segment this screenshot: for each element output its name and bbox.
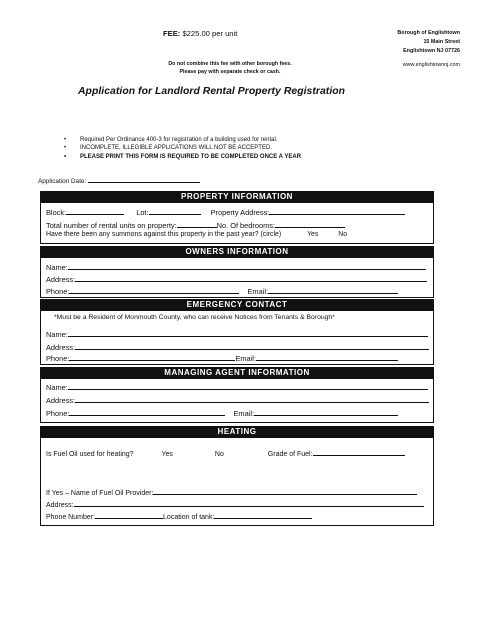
owners-section-header: OWNERS INFORMATION — [40, 246, 434, 257]
fee-value: $225.00 per unit — [182, 29, 238, 38]
heating-phone-field[interactable] — [95, 510, 163, 519]
emergency-note: *Must be a Resident of Monmouth County, who can receive Notices from Tenants & Borough* — [54, 314, 335, 321]
property-row-1 — [46, 206, 405, 217]
fuel-grade-label: Grade of Fuel: — [267, 451, 313, 458]
block-field[interactable] — [66, 206, 124, 215]
block-label: Block: — [46, 208, 67, 217]
heating-section-header: HEATING — [40, 426, 434, 437]
heating-phone-row — [46, 510, 312, 521]
owners-address-row — [46, 273, 427, 284]
requirement-item: • PLEASE PRINT THIS FORM IS REQUIRED TO BE COMPLETED ONCE A YEAR — [64, 153, 301, 161]
form-title: Application for Landlord Rental Property Registration — [78, 86, 346, 97]
fee-line — [163, 29, 237, 38]
agent-phone-label: Phone: — [46, 409, 70, 418]
property-section-header: PROPERTY INFORMATION — [40, 191, 434, 202]
lot-label: Lot: — [136, 208, 149, 217]
owners-phone-field[interactable] — [69, 285, 239, 294]
emergency-phone-row — [46, 352, 398, 363]
borough-street: 15 Main Street — [423, 39, 460, 45]
borough-url[interactable]: www.englishtownnj.com — [402, 62, 460, 68]
heating-provider-row — [46, 486, 417, 497]
owners-address-label: Address: — [46, 275, 76, 284]
emergency-name-row — [46, 328, 428, 339]
emergency-email-label: Email: — [235, 354, 256, 363]
agent-name-label: Name: — [46, 383, 68, 392]
agent-phone-row — [46, 407, 398, 418]
agent-section-header: MANAGING AGENT INFORMATION — [40, 367, 434, 378]
fuel-provider-field[interactable] — [153, 486, 417, 495]
fee-label: FEE: — [163, 29, 181, 38]
heating-address-field[interactable] — [74, 498, 424, 507]
application-date-field[interactable] — [88, 174, 200, 183]
emergency-address-label: Address: — [46, 343, 76, 352]
owners-phone-label: Phone: — [46, 287, 70, 296]
fuel-provider-label: If Yes – Name of Fuel Oil Provider: — [46, 490, 154, 497]
bedrooms-field[interactable] — [275, 219, 345, 228]
emergency-phone-label: Phone: — [46, 354, 70, 363]
fuel-grade-field[interactable] — [313, 447, 405, 456]
agent-name-field[interactable] — [68, 381, 428, 390]
agent-email-field[interactable] — [254, 407, 398, 416]
application-date-label: Application Date: — [38, 178, 87, 185]
owners-name-row — [46, 261, 426, 272]
agent-name-row — [46, 381, 428, 392]
property-row-3 — [46, 231, 347, 238]
heating-phone-label: Phone Number: — [46, 514, 96, 521]
property-row-2 — [46, 219, 345, 230]
heating-row-1 — [46, 447, 405, 458]
borough-name: Borough of Englishtown — [397, 30, 460, 36]
bedrooms-label: No. Of bedrooms: — [216, 221, 275, 230]
owners-email-label: Email: — [247, 287, 269, 296]
rental-units-label: Total number of rental units on property: — [46, 221, 177, 230]
agent-phone-field[interactable] — [69, 407, 225, 416]
emergency-address-row — [46, 341, 429, 352]
heating-address-label: Address: — [46, 502, 74, 509]
owners-email-field[interactable] — [268, 285, 398, 294]
emergency-address-field[interactable] — [75, 341, 429, 350]
property-address-field[interactable] — [269, 206, 405, 215]
requirement-item: • INCOMPLETE, ILLEGIBLE APPLICATIONS WILL NOT BE ACCEPTED. — [64, 144, 301, 152]
emergency-name-label: Name: — [46, 330, 68, 339]
fuel-oil-yes[interactable]: Yes — [161, 451, 173, 458]
property-address-label: Property Address: — [210, 208, 270, 217]
borough-city: Englishtown NJ 07726 — [403, 48, 460, 54]
borough-address-block — [388, 29, 460, 70]
fuel-oil-label: Is Fuel Oil used for heating? — [46, 451, 134, 458]
emergency-name-field[interactable] — [68, 328, 428, 337]
agent-address-field[interactable] — [75, 394, 429, 403]
lot-field[interactable] — [149, 206, 201, 215]
heating-address-row — [46, 498, 424, 509]
payment-note-line1: Do not combine this fee with other borough fees. — [168, 61, 292, 67]
owners-name-field[interactable] — [68, 261, 426, 270]
agent-address-row — [46, 394, 429, 405]
owners-phone-row — [46, 285, 398, 296]
summons-no[interactable]: No — [338, 231, 348, 238]
emergency-phone-field[interactable] — [69, 352, 235, 361]
agent-address-label: Address: — [46, 396, 76, 405]
emergency-email-field[interactable] — [256, 352, 398, 361]
payment-note — [150, 60, 310, 76]
summons-yes[interactable]: Yes — [307, 231, 319, 238]
agent-email-label: Email: — [233, 409, 255, 418]
fuel-oil-no[interactable]: No — [214, 451, 224, 458]
rental-units-field[interactable] — [177, 219, 217, 228]
requirement-item: • Required Per Ordinance 400-3 for registration of a building used for rental. — [64, 136, 301, 144]
tank-location-label: Location of tank: — [163, 514, 215, 521]
owners-name-label: Name: — [46, 263, 68, 272]
requirements-list — [64, 136, 301, 161]
emergency-section-header: EMERGENCY CONTACT — [40, 299, 434, 310]
application-date-row — [38, 174, 200, 185]
owners-address-field[interactable] — [75, 273, 427, 282]
tank-location-field[interactable] — [214, 510, 312, 519]
payment-note-line2: Please pay with separate check or cash. — [179, 69, 281, 75]
summons-label: Have there been any summons against this property in the past year? (circle) — [46, 231, 282, 238]
